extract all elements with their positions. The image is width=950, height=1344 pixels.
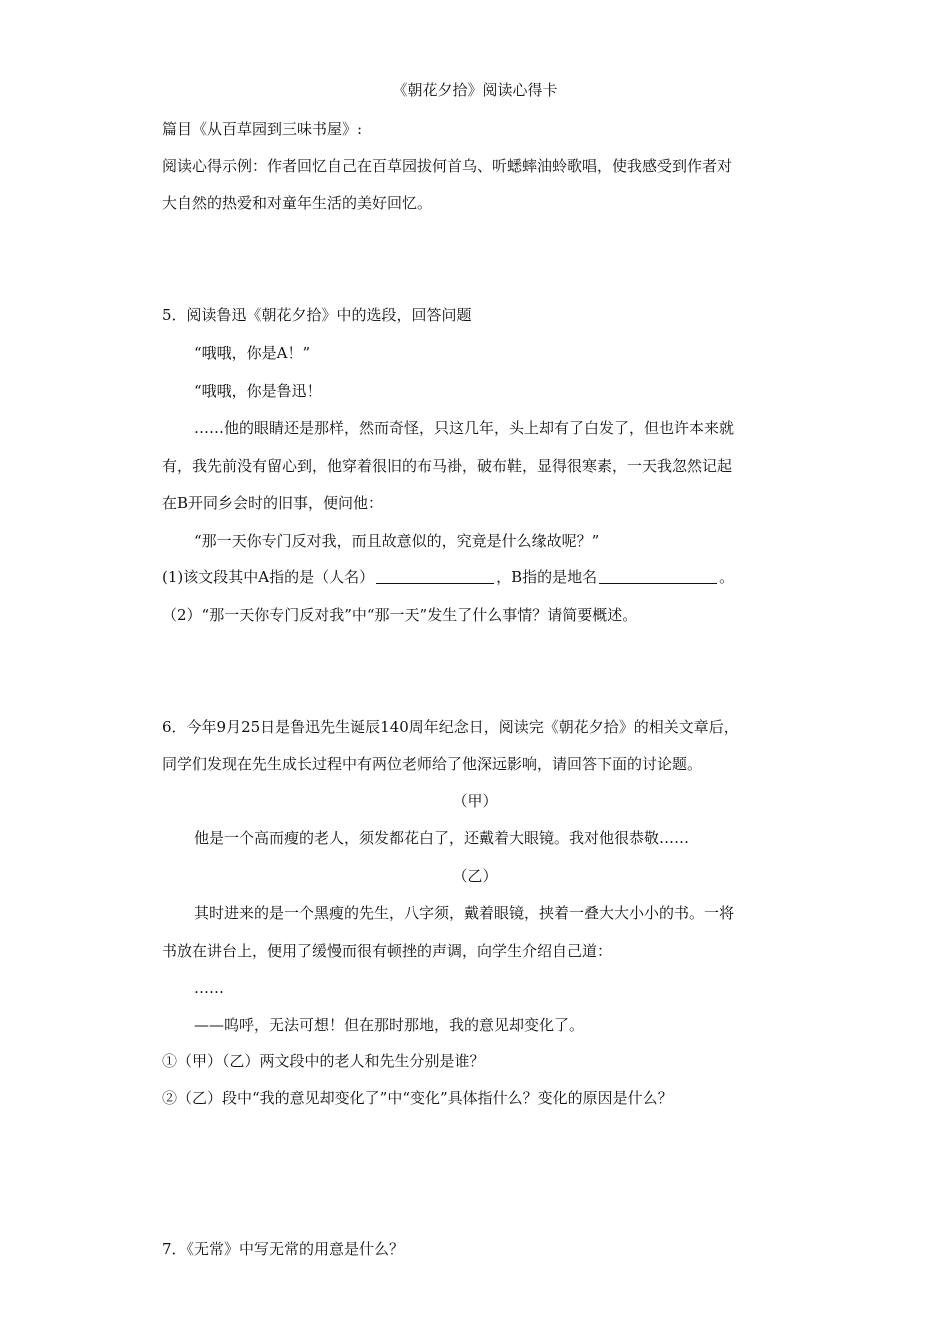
q6-stem-line1: 6．今年9月25日是鲁迅先生诞辰140周年纪念日，阅读完《朝花夕拾》的相关文章后， xyxy=(162,718,739,736)
answer-blank-b[interactable] xyxy=(599,568,717,584)
card-title: 《朝花夕拾》阅读心得卡 xyxy=(392,81,558,99)
q6-yi-label: （乙） xyxy=(452,867,498,885)
q5-sub1-text-c: 。 xyxy=(719,568,735,586)
q5-quote1: “哦哦，你是A！” xyxy=(194,344,311,362)
q5-sub1-text-b: ，B指的是地名 xyxy=(496,568,598,586)
card-example-line2: 大自然的热爱和对童年生活的美好回忆。 xyxy=(162,194,433,212)
q6-yi-line4: ——呜呼，无法可想！但在那时那地，我的意见却变化了。 xyxy=(194,1016,585,1034)
q5-sub1-text-a: (1)该文段其中A指的是（人名） xyxy=(162,568,375,586)
q6-yi-line3: …… xyxy=(194,979,224,997)
q5-quote3: “那一天你专门反对我，而且故意似的，究竟是什么缘故呢？” xyxy=(194,532,600,550)
q5-stem: 5．阅读鲁迅《朝花夕拾》中的选段，回答问题 xyxy=(162,306,472,324)
q6-sub2: ②（乙）段中“我的意见却变化了”中“变化”具体指什么？变化的原因是什么？ xyxy=(162,1089,673,1107)
q5-sub1 xyxy=(162,567,734,587)
card-article: 篇目《从百草园到三味书屋》: xyxy=(162,120,363,138)
answer-blank-a[interactable] xyxy=(376,568,494,584)
q7-stem: 7．《无常》中写无常的用意是什么？ xyxy=(162,1240,405,1258)
q5-quote2: “哦哦，你是鲁迅！ xyxy=(194,382,322,400)
q5-para-line2: 有，我先前没有留心到，他穿着很旧的布马褂，破布鞋，显得很寒素，一天我忽然记起 xyxy=(162,457,733,475)
card-example-line1: 阅读心得示例：作者回忆自己在百草园拔何首乌、听蟋蟀油蛉歌唱，使我感受到作者对 xyxy=(162,157,733,175)
q6-sub1: ①（甲）（乙）两文段中的老人和先生分别是谁？ xyxy=(162,1052,485,1070)
q6-jia-label: （甲） xyxy=(452,792,498,810)
q6-jia-text: 他是一个高而瘦的老人，须发都花白了，还戴着大眼镜。我对他很恭敬…… xyxy=(194,829,690,847)
q6-yi-line1: 其时进来的是一个黑瘦的先生，八字须，戴着眼镜，挟着一叠大大小小的书。一将 xyxy=(194,904,735,922)
q6-yi-line2: 书放在讲台上，便用了缓慢而很有顿挫的声调，向学生介绍自己道： xyxy=(162,942,613,960)
q5-sub2: （2）“那一天你专门反对我”中“那一天”发生了什么事情？请简要概述。 xyxy=(162,606,638,624)
q5-para-line3: 在B开同乡会时的旧事，便问他： xyxy=(162,494,384,512)
q5-para-line1: ……他的眼睛还是那样，然而奇怪，只这几年，头上却有了白发了，但也许本来就 xyxy=(194,419,735,437)
q6-stem-line2: 同学们发现在先生成长过程中有两位老师给了他深远影响，请回答下面的讨论题。 xyxy=(162,755,703,773)
